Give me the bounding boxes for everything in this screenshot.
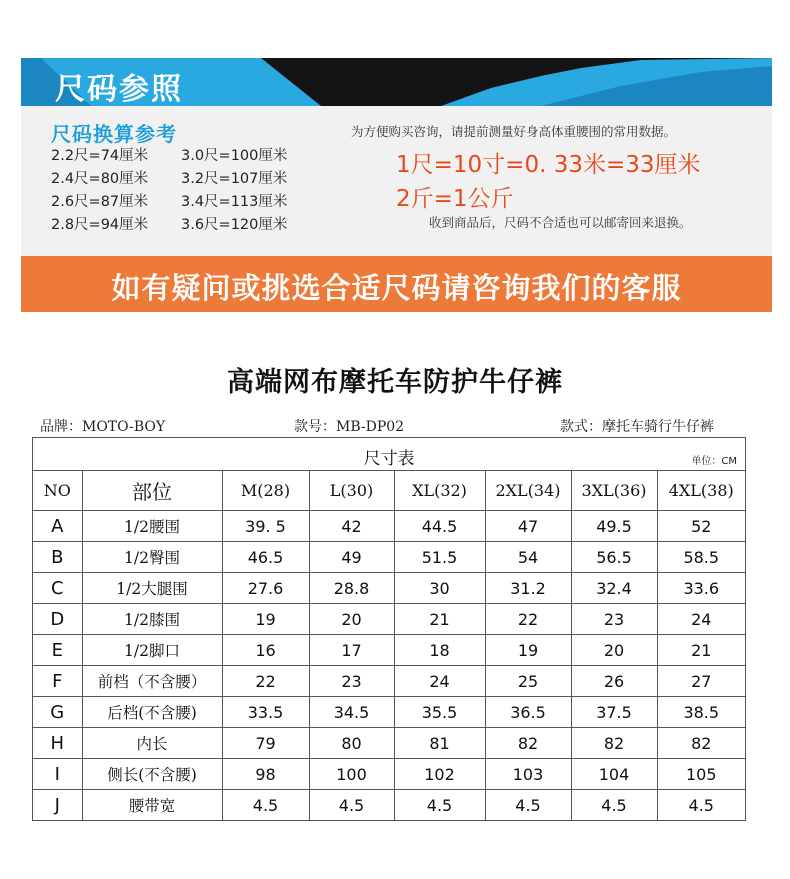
size-value: 49.5 <box>571 511 657 542</box>
table-header-row <box>33 471 745 511</box>
row-code: G <box>33 697 82 728</box>
size-value: 52 <box>657 511 745 542</box>
size-value: 27.6 <box>222 573 309 604</box>
size-table <box>32 437 746 821</box>
size-value: 81 <box>394 728 485 759</box>
size-value: 37.5 <box>571 697 657 728</box>
conversion-item: 2.6尺=87厘米 <box>51 194 149 210</box>
size-value: 82 <box>571 728 657 759</box>
size-value: 4.5 <box>394 790 485 820</box>
table-row <box>33 604 745 635</box>
conversion-item: 3.2尺=107厘米 <box>181 171 288 187</box>
table-row <box>33 666 745 697</box>
row-code: E <box>33 635 82 666</box>
size-value: 38.5 <box>657 697 745 728</box>
customer-service-bar <box>21 256 772 312</box>
measurement-part: 1/2脚口 <box>82 635 222 666</box>
size-value: 33.5 <box>222 697 309 728</box>
size-value: 33.6 <box>657 573 745 604</box>
size-value: 4.5 <box>485 790 571 820</box>
size-value: 24 <box>657 604 745 635</box>
size-value: 80 <box>309 728 394 759</box>
size-value: 21 <box>394 604 485 635</box>
header-cell: NO <box>33 471 82 511</box>
table-row <box>33 635 745 666</box>
row-code: J <box>33 790 82 820</box>
table-row <box>33 542 745 573</box>
size-value: 21 <box>657 635 745 666</box>
product-title: 高端网布摩托车防护牛仔裤 <box>227 367 563 398</box>
size-value: 23 <box>571 604 657 635</box>
customer-service-text: 如有疑问或挑选合适尺码请咨询我们的客服 <box>111 271 682 305</box>
conversion-item: 3.0尺=100厘米 <box>181 148 288 164</box>
conversion-item: 3.4尺=113厘米 <box>181 194 288 210</box>
size-value: 22 <box>222 666 309 697</box>
banner-title: 尺码参照 <box>55 72 183 106</box>
size-value: 19 <box>485 635 571 666</box>
size-value: 18 <box>394 635 485 666</box>
size-value: 4.5 <box>222 790 309 820</box>
measurement-part: 1/2大腿围 <box>82 573 222 604</box>
size-value: 30 <box>394 573 485 604</box>
weight-formula: 2斤=1公斤 <box>396 186 514 212</box>
measurement-part: 1/2膝围 <box>82 604 222 635</box>
size-value: 58.5 <box>657 542 745 573</box>
table-row <box>33 728 745 759</box>
measurement-part: 后档(不含腰) <box>82 697 222 728</box>
size-value: 35.5 <box>394 697 485 728</box>
size-value: 54 <box>485 542 571 573</box>
header-cell: 3XL(36) <box>571 471 657 511</box>
size-table-grid <box>33 471 745 820</box>
conversion-title: 尺码换算参考 <box>51 122 177 146</box>
row-code: D <box>33 604 82 635</box>
size-value: 82 <box>657 728 745 759</box>
header-cell: M(28) <box>222 471 309 511</box>
size-value: 47 <box>485 511 571 542</box>
measurement-part: 内长 <box>82 728 222 759</box>
size-value: 31.2 <box>485 573 571 604</box>
header-cell: 2XL(34) <box>485 471 571 511</box>
size-value: 36.5 <box>485 697 571 728</box>
header-cell: 部位 <box>82 471 222 511</box>
header-cell: XL(32) <box>394 471 485 511</box>
header-cell: 4XL(38) <box>657 471 745 511</box>
return-note: 收到商品后，尺码不合适也可以邮寄回来退换。 <box>429 215 692 230</box>
conversion-item: 2.8尺=94厘米 <box>51 217 149 233</box>
measurement-part: 前档（不含腰） <box>82 666 222 697</box>
size-value: 32.4 <box>571 573 657 604</box>
size-value: 17 <box>309 635 394 666</box>
measurement-part: 腰带宽 <box>82 790 222 820</box>
measurement-part: 侧长(不含腰) <box>82 759 222 790</box>
size-value: 34.5 <box>309 697 394 728</box>
size-value: 25 <box>485 666 571 697</box>
size-table-caption: 尺寸表 <box>363 449 415 469</box>
measurement-part: 1/2腰围 <box>82 511 222 542</box>
size-value: 104 <box>571 759 657 790</box>
row-code: F <box>33 666 82 697</box>
unit-formula: 1尺=10寸=0. 33米=33厘米 <box>396 152 701 178</box>
size-value: 105 <box>657 759 745 790</box>
size-value: 51.5 <box>394 542 485 573</box>
row-code: A <box>33 511 82 542</box>
table-row <box>33 511 745 542</box>
size-table-header <box>33 438 745 471</box>
size-value: 20 <box>309 604 394 635</box>
size-value: 100 <box>309 759 394 790</box>
size-value: 46.5 <box>222 542 309 573</box>
unit-label: 单位：CM <box>691 456 737 467</box>
size-value: 49 <box>309 542 394 573</box>
row-code: H <box>33 728 82 759</box>
size-value: 102 <box>394 759 485 790</box>
size-value: 4.5 <box>571 790 657 820</box>
size-value: 42 <box>309 511 394 542</box>
size-value: 98 <box>222 759 309 790</box>
size-value: 19 <box>222 604 309 635</box>
style-label: 款式：摩托车骑行牛仔裤 <box>560 419 714 435</box>
row-code: B <box>33 542 82 573</box>
conversion-list <box>51 146 311 236</box>
size-value: 82 <box>485 728 571 759</box>
conversion-panel <box>21 106 772 256</box>
size-value: 27 <box>657 666 745 697</box>
size-value: 39. 5 <box>222 511 309 542</box>
size-value: 24 <box>394 666 485 697</box>
table-row <box>33 790 745 820</box>
table-row <box>33 759 745 790</box>
size-value: 28.8 <box>309 573 394 604</box>
size-value: 56.5 <box>571 542 657 573</box>
size-reference-banner <box>21 58 772 106</box>
conversion-item: 3.6尺=120厘米 <box>181 217 288 233</box>
size-value: 23 <box>309 666 394 697</box>
size-value: 26 <box>571 666 657 697</box>
size-value: 16 <box>222 635 309 666</box>
model-label: 款号：MB-DP02 <box>294 419 405 435</box>
conversion-item: 2.4尺=80厘米 <box>51 171 149 187</box>
brand-label: 品牌：MOTO-BOY <box>40 419 166 435</box>
row-code: C <box>33 573 82 604</box>
size-value: 20 <box>571 635 657 666</box>
row-code: I <box>33 759 82 790</box>
size-value: 4.5 <box>309 790 394 820</box>
size-value: 103 <box>485 759 571 790</box>
table-row <box>33 697 745 728</box>
conversion-item: 2.2尺=74厘米 <box>51 148 149 164</box>
size-value: 79 <box>222 728 309 759</box>
measurement-note: 为方便购买咨询，请提前测量好身高体重腰围的常用数据。 <box>351 124 677 139</box>
size-value: 22 <box>485 604 571 635</box>
table-row <box>33 573 745 604</box>
measurement-part: 1/2臀围 <box>82 542 222 573</box>
size-value: 44.5 <box>394 511 485 542</box>
size-value: 4.5 <box>657 790 745 820</box>
header-cell: L(30) <box>309 471 394 511</box>
